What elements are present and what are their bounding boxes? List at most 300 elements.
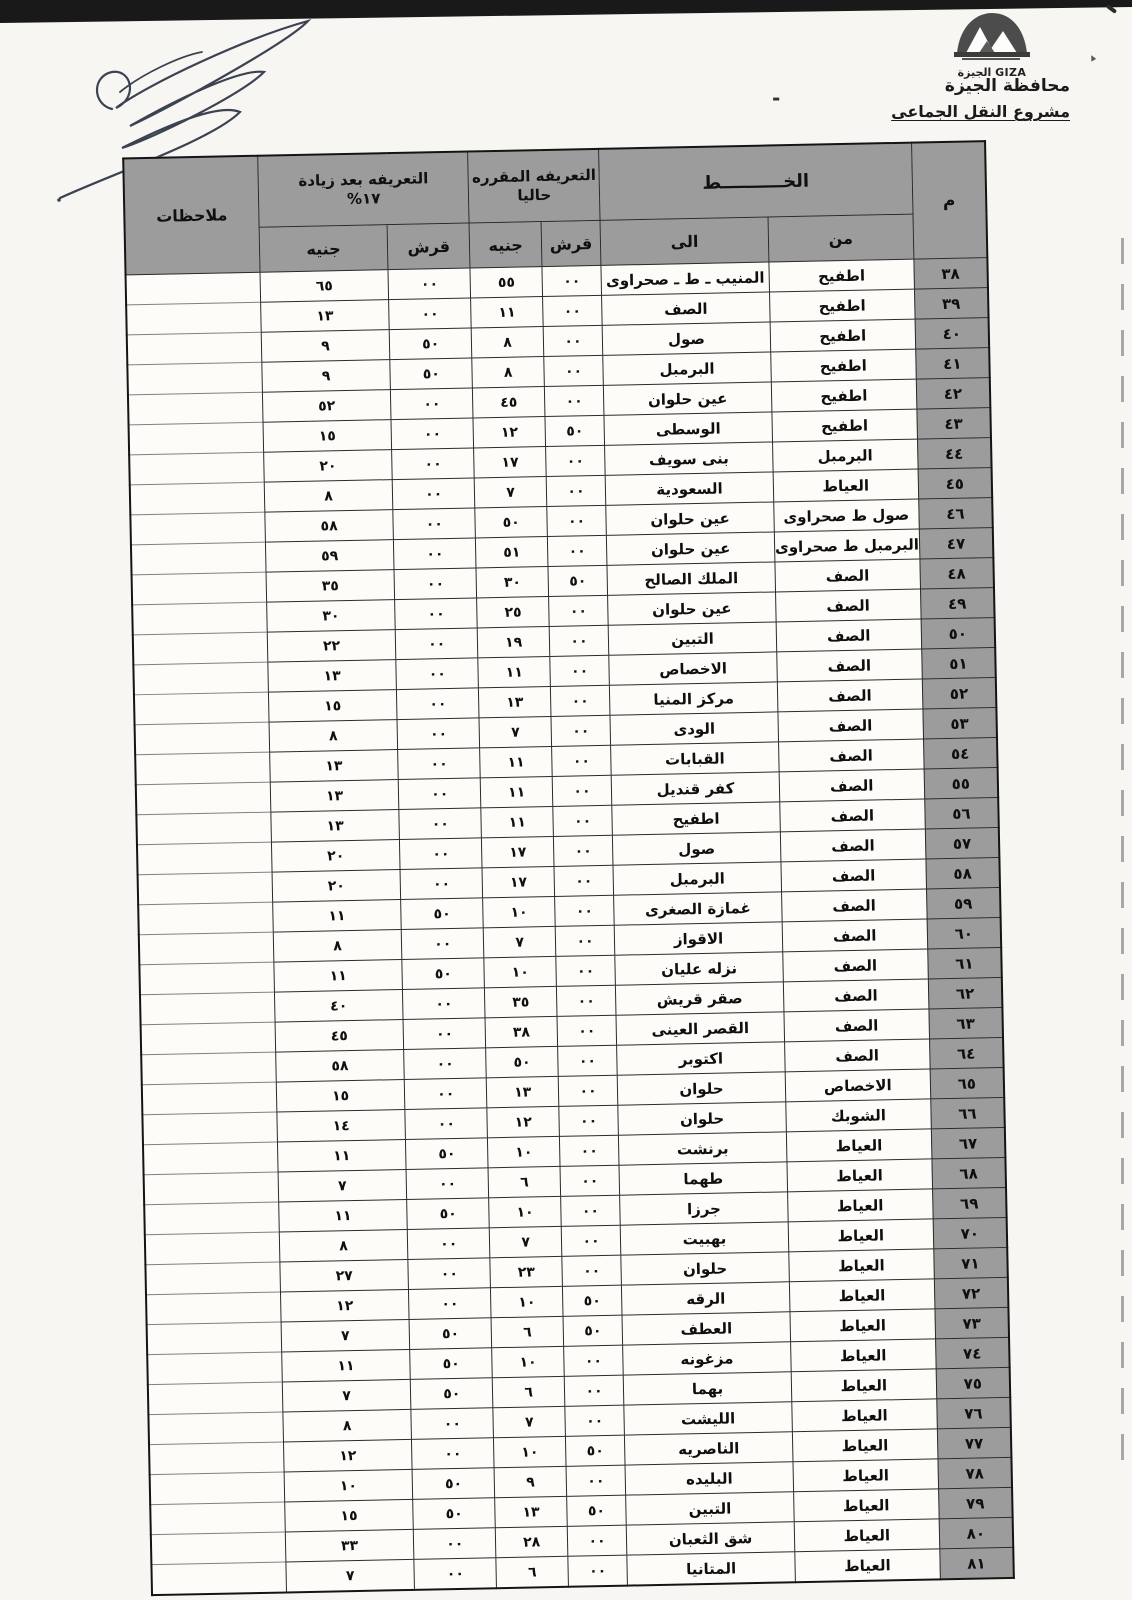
row-new-genih: ٥٢ — [262, 390, 391, 423]
row-current-qirsh: ٠٠ — [560, 1195, 620, 1226]
row-current-genih: ١٢ — [473, 417, 545, 448]
row-current-qirsh: ٠٠ — [554, 865, 614, 896]
row-serial: ٧٨ — [938, 1457, 1012, 1488]
row-current-qirsh: ٠٠ — [558, 1075, 618, 1106]
row-new-qirsh: ٠٠ — [413, 1528, 496, 1560]
row-from: اطفيح — [772, 409, 917, 442]
row-notes — [130, 512, 265, 545]
row-new-qirsh: ٠٠ — [391, 418, 474, 450]
row-new-genih: ٥٩ — [265, 540, 394, 573]
row-new-qirsh: ٠٠ — [402, 988, 485, 1020]
row-new-genih: ٦٥ — [260, 270, 389, 303]
row-current-genih: ٦ — [491, 1316, 563, 1347]
row-new-genih: ١٥ — [276, 1079, 405, 1112]
row-to: السعودية — [605, 472, 773, 505]
row-current-qirsh: ٠٠ — [552, 775, 612, 806]
row-serial: ٣٨ — [914, 258, 988, 289]
row-new-qirsh: ٥٠ — [407, 1198, 490, 1230]
col-header-increased-tariff — [258, 152, 470, 228]
col-header-new-qirsh: قرش — [387, 223, 470, 270]
row-new-qirsh: ٠٠ — [393, 508, 476, 540]
row-to: عين حلوان — [607, 532, 775, 565]
row-to: عين حلوان — [606, 502, 774, 535]
row-to: التبين — [626, 1492, 794, 1525]
row-current-qirsh: ٥٠ — [567, 1495, 627, 1526]
row-new-genih: ٨ — [279, 1229, 408, 1262]
row-new-genih: ٤٥ — [275, 1019, 404, 1052]
row-from: اطفيح — [769, 259, 914, 292]
row-notes — [127, 332, 262, 365]
row-new-genih: ٨ — [264, 480, 393, 513]
row-new-genih: ١٠ — [284, 1469, 413, 1502]
row-from: العياط — [773, 469, 918, 502]
row-notes — [126, 302, 261, 335]
row-current-genih: ٧ — [484, 926, 556, 957]
row-current-qirsh: ٠٠ — [556, 955, 616, 986]
row-new-qirsh: ٠٠ — [408, 1288, 491, 1320]
row-current-genih: ١٧ — [482, 836, 554, 867]
row-notes — [142, 1112, 277, 1145]
row-notes — [143, 1142, 278, 1175]
row-from: الصف — [777, 679, 922, 712]
fare-table — [122, 140, 1015, 1596]
row-to: صول — [613, 832, 781, 865]
row-current-genih: ١٩ — [478, 626, 550, 657]
row-to: بهبيت — [620, 1222, 788, 1255]
row-from: الصف — [784, 1039, 929, 1072]
row-serial: ٦٩ — [932, 1187, 1006, 1218]
row-new-qirsh: ٥٠ — [401, 898, 484, 930]
row-notes — [139, 932, 274, 965]
row-serial: ٦٧ — [931, 1127, 1005, 1158]
row-new-genih: ٢٠ — [264, 450, 393, 483]
row-new-genih: ٨ — [283, 1409, 412, 1442]
row-to: شق الثعبان — [626, 1522, 794, 1555]
row-new-genih: ١٣ — [270, 780, 399, 813]
row-to: نزله عليان — [615, 952, 783, 985]
row-to: حلوان — [618, 1102, 786, 1135]
row-from: الصف — [783, 979, 928, 1012]
row-from: العياط — [789, 1279, 934, 1312]
row-to: صقر قريش — [616, 982, 784, 1015]
row-current-genih: ١٧ — [474, 447, 546, 478]
row-notes — [130, 482, 265, 515]
row-from: الصف — [781, 889, 926, 922]
pyramids-logo-icon — [949, 8, 1035, 62]
row-to: المنيب ـ ط ـ صحراوى — [601, 262, 769, 295]
row-to: البرمبل — [613, 862, 781, 895]
row-current-genih: ٦ — [496, 1556, 568, 1588]
row-from: العياط — [793, 1489, 938, 1522]
row-current-genih: ٣٠ — [476, 567, 548, 598]
row-serial: ٥٢ — [922, 678, 996, 709]
row-to: العطف — [622, 1312, 790, 1345]
row-serial: ٤٠ — [915, 318, 989, 349]
row-current-genih: ٧ — [493, 1406, 565, 1437]
row-notes — [138, 872, 273, 905]
fare-table-container — [122, 140, 1021, 1596]
row-serial: ٤٧ — [919, 528, 993, 559]
row-notes — [146, 1292, 281, 1325]
row-serial: ٣٩ — [914, 288, 988, 319]
row-notes — [148, 1412, 283, 1445]
row-current-qirsh: ٠٠ — [548, 595, 608, 626]
row-new-qirsh: ٠٠ — [394, 568, 477, 600]
row-serial: ٦٣ — [929, 1007, 1003, 1038]
row-to: القصر العينى — [616, 1012, 784, 1045]
row-current-qirsh: ٠٠ — [568, 1555, 628, 1587]
row-from: العياط — [789, 1249, 934, 1282]
row-serial: ٦٢ — [928, 977, 1002, 1008]
row-from: اطفيح — [771, 379, 916, 412]
row-current-qirsh: ٠٠ — [542, 295, 602, 326]
row-to: الاقواز — [614, 922, 782, 955]
row-new-genih: ١٣ — [261, 300, 390, 333]
row-serial: ٦١ — [927, 947, 1001, 978]
row-to: الملك الصالح — [607, 562, 775, 595]
row-new-qirsh: ٠٠ — [403, 1018, 486, 1050]
row-serial: ٨٠ — [939, 1517, 1013, 1548]
row-new-genih: ١٥ — [285, 1499, 414, 1532]
row-new-qirsh: ٠٠ — [393, 538, 476, 570]
row-current-genih: ٢٥ — [477, 596, 549, 627]
row-notes — [136, 782, 271, 815]
row-from: الصف — [784, 1009, 929, 1042]
row-current-genih: ١٠ — [492, 1346, 564, 1377]
row-current-qirsh: ٠٠ — [542, 265, 602, 296]
row-serial: ٦٤ — [929, 1037, 1003, 1068]
row-new-qirsh: ٠٠ — [414, 1558, 497, 1590]
row-from: الصف — [780, 799, 925, 832]
row-current-qirsh: ٠٠ — [557, 1045, 617, 1076]
row-serial: ٧٦ — [937, 1397, 1011, 1428]
row-current-genih: ٥١ — [476, 537, 548, 568]
row-current-qirsh: ٠٠ — [560, 1165, 620, 1196]
row-notes — [147, 1322, 282, 1355]
row-current-genih: ١٠ — [491, 1286, 563, 1317]
row-to: القبابات — [611, 742, 779, 775]
row-notes — [135, 752, 270, 785]
governorate-name: محافظة الجيزة — [944, 76, 1070, 96]
row-new-qirsh: ٠٠ — [398, 748, 481, 780]
row-new-genih: ١٢ — [280, 1289, 409, 1322]
row-current-genih: ١٠ — [494, 1436, 566, 1467]
row-notes — [145, 1262, 280, 1295]
row-from: الصف — [781, 859, 926, 892]
row-new-qirsh: ٠٠ — [395, 628, 478, 660]
row-new-genih: ١١ — [277, 1139, 406, 1172]
row-new-qirsh: ٠٠ — [404, 1078, 487, 1110]
row-serial: ٧٢ — [934, 1277, 1008, 1308]
row-notes — [148, 1382, 283, 1415]
row-new-genih: ٣٥ — [266, 570, 395, 603]
row-to: البليده — [625, 1462, 793, 1495]
row-new-genih: ١٣ — [268, 660, 397, 693]
row-serial: ٤٢ — [916, 378, 990, 409]
row-current-genih: ٥٠ — [475, 507, 547, 538]
row-new-genih: ٧ — [278, 1169, 407, 1202]
row-current-qirsh: ٠٠ — [561, 1225, 621, 1256]
row-current-qirsh: ٠٠ — [566, 1465, 626, 1496]
row-current-genih: ٨ — [472, 327, 544, 358]
row-current-genih: ٣٥ — [485, 986, 557, 1017]
row-new-qirsh: ٠٠ — [405, 1108, 488, 1140]
row-new-genih: ٨ — [273, 930, 402, 963]
row-to: الاخصاص — [609, 652, 777, 685]
row-serial: ٥٣ — [923, 708, 997, 739]
row-serial: ٧٤ — [935, 1337, 1009, 1368]
row-notes — [145, 1232, 280, 1265]
row-new-qirsh: ٥٠ — [409, 1318, 492, 1350]
row-new-genih: ٩ — [261, 330, 390, 363]
row-notes — [150, 1472, 285, 1505]
row-current-qirsh: ٥٠ — [545, 415, 605, 446]
row-notes — [126, 272, 261, 305]
row-current-qirsh: ٠٠ — [551, 745, 611, 776]
row-new-qirsh: ٠٠ — [412, 1438, 495, 1470]
row-serial: ٧٧ — [937, 1427, 1011, 1458]
row-new-qirsh: ٥٠ — [405, 1138, 488, 1170]
row-notes — [128, 392, 263, 425]
row-serial: ٦٦ — [930, 1097, 1004, 1128]
row-notes — [132, 602, 267, 635]
row-current-qirsh: ٠٠ — [557, 1015, 617, 1046]
row-current-genih: ٧ — [490, 1226, 562, 1257]
row-serial: ٧١ — [934, 1247, 1008, 1278]
row-new-qirsh: ٠٠ — [395, 598, 478, 630]
row-current-qirsh: ٠٠ — [553, 835, 613, 866]
row-new-qirsh: ٠٠ — [407, 1228, 490, 1260]
row-current-qirsh: ٠٠ — [547, 535, 607, 566]
col-header-notes: ملاحظات — [123, 156, 260, 275]
row-current-qirsh: ٠٠ — [545, 445, 605, 476]
row-serial: ٨١ — [940, 1547, 1014, 1579]
increased-tariff-line1: التعريفه بعد زيادة — [298, 169, 429, 190]
row-current-genih: ١١ — [481, 806, 553, 837]
row-current-qirsh: ٠٠ — [559, 1105, 619, 1136]
row-serial: ٦٨ — [932, 1157, 1006, 1188]
row-current-qirsh: ٠٠ — [563, 1345, 623, 1376]
row-serial: ٤٥ — [918, 468, 992, 499]
row-current-genih: ٩ — [494, 1466, 566, 1497]
row-from: العياط — [787, 1189, 932, 1222]
row-notes — [144, 1202, 279, 1235]
row-current-genih: ٧ — [479, 716, 551, 747]
giza-governorate-logo — [942, 8, 1042, 79]
row-current-qirsh: ٠٠ — [553, 805, 613, 836]
row-to: التبين — [608, 622, 776, 655]
row-new-qirsh: ٠٠ — [399, 838, 482, 870]
row-from: الصف — [776, 619, 921, 652]
scan-right-edge — [1121, 238, 1124, 1478]
row-notes — [144, 1172, 279, 1205]
row-new-genih: ٨ — [269, 720, 398, 753]
row-new-qirsh: ٠٠ — [397, 718, 480, 750]
row-from: البرمبل ط صحراوى — [774, 529, 919, 562]
row-new-genih: ٣٣ — [285, 1529, 414, 1562]
row-from: الصف — [778, 709, 923, 742]
row-new-genih: ٧ — [286, 1559, 415, 1592]
row-current-qirsh: ٠٠ — [550, 685, 610, 716]
row-from: الصف — [779, 769, 924, 802]
row-new-qirsh: ٠٠ — [400, 868, 483, 900]
row-new-genih: ١٣ — [270, 750, 399, 783]
row-current-genih: ١٠ — [488, 1136, 560, 1167]
row-from: العياط — [790, 1309, 935, 1342]
col-header-current-tariff: التعريفه المقرره حاليا — [468, 149, 600, 223]
row-current-qirsh: ٠٠ — [547, 505, 607, 536]
row-new-genih: ٢٢ — [267, 630, 396, 663]
row-new-qirsh: ٠٠ — [401, 928, 484, 960]
row-new-qirsh: ٥٠ — [410, 1378, 493, 1410]
row-serial: ٥٧ — [925, 828, 999, 859]
increased-tariff-line2: %١٧ — [346, 189, 381, 208]
row-new-qirsh: ٠٠ — [408, 1258, 491, 1290]
row-current-qirsh: ٠٠ — [544, 355, 604, 386]
row-from: اطفيح — [769, 289, 914, 322]
row-new-genih: ١١ — [273, 900, 402, 933]
row-from: العياط — [788, 1219, 933, 1252]
row-to: الناصريه — [625, 1432, 793, 1465]
row-new-genih: ١٥ — [268, 690, 397, 723]
col-header-to: الى — [600, 217, 769, 265]
row-new-genih: ٧ — [281, 1319, 410, 1352]
row-new-qirsh: ٥٠ — [413, 1498, 496, 1530]
row-to: مركز المنيا — [610, 682, 778, 715]
row-new-qirsh: ٥٠ — [402, 958, 485, 990]
row-from: الصف — [775, 559, 920, 592]
row-new-qirsh: ٠٠ — [392, 448, 475, 480]
page-dash: - — [772, 86, 781, 110]
row-from: الصف — [780, 829, 925, 862]
row-new-qirsh: ٠٠ — [396, 688, 479, 720]
row-to: الصف — [602, 292, 770, 325]
row-new-genih: ٥٨ — [276, 1049, 405, 1082]
row-new-genih: ٢٠ — [271, 840, 400, 873]
row-serial: ٤٤ — [917, 438, 991, 469]
row-current-genih: ١١ — [480, 746, 552, 777]
row-new-qirsh: ٠٠ — [398, 778, 481, 810]
col-header-serial: م — [911, 141, 987, 259]
row-from: الصف — [775, 589, 920, 622]
row-notes — [151, 1562, 286, 1595]
row-to: المتانيا — [627, 1552, 795, 1586]
row-current-genih: ١١ — [481, 776, 553, 807]
col-header-new-genih: جنيه — [259, 225, 388, 273]
row-notes — [150, 1502, 285, 1535]
row-notes — [142, 1082, 277, 1115]
fare-table-body — [126, 258, 1014, 1596]
row-to: اطفيح — [612, 802, 780, 835]
row-current-qirsh: ٠٠ — [550, 655, 610, 686]
row-to: حلوان — [621, 1252, 789, 1285]
row-new-qirsh: ٠٠ — [388, 268, 471, 300]
row-notes — [134, 692, 269, 725]
col-header-from: من — [768, 214, 914, 262]
row-new-genih: ٢٠ — [272, 870, 401, 903]
row-current-qirsh: ٥٠ — [562, 1285, 622, 1316]
row-current-qirsh: ٥٠ — [563, 1315, 623, 1346]
row-serial: ٥٤ — [923, 738, 997, 769]
row-serial: ٧٩ — [938, 1487, 1012, 1518]
row-from: العياط — [794, 1519, 939, 1552]
row-from: العياط — [787, 1159, 932, 1192]
row-to: الليشت — [624, 1402, 792, 1435]
row-current-genih: ١٣ — [495, 1496, 567, 1527]
row-serial: ٤٦ — [918, 498, 992, 529]
row-new-qirsh: ٠٠ — [392, 478, 475, 510]
row-current-genih: ٧ — [475, 477, 547, 508]
row-current-genih: ١١ — [471, 297, 543, 328]
row-to: بهما — [623, 1372, 791, 1405]
row-current-genih: ١٣ — [487, 1076, 559, 1107]
row-serial: ٤٩ — [920, 588, 994, 619]
row-notes — [129, 422, 264, 455]
col-header-line: الخــــــــــط — [599, 143, 913, 221]
row-to: الوسطى — [604, 412, 772, 445]
row-current-genih: ١٣ — [479, 686, 551, 717]
row-new-genih: ١١ — [282, 1349, 411, 1382]
row-new-qirsh: ٥٠ — [410, 1348, 493, 1380]
fare-table-header — [123, 141, 987, 275]
row-serial: ٥٥ — [924, 768, 998, 799]
row-notes — [133, 662, 268, 695]
row-current-qirsh: ٠٠ — [567, 1525, 627, 1556]
row-notes — [127, 362, 262, 395]
row-from: الاخصاص — [785, 1069, 930, 1102]
row-new-genih: ١١ — [274, 960, 403, 993]
row-notes — [141, 1022, 276, 1055]
row-serial: ٦٥ — [930, 1067, 1004, 1098]
row-to: الودى — [610, 712, 778, 745]
row-notes — [136, 812, 271, 845]
row-current-qirsh: ٠٠ — [555, 925, 615, 956]
row-notes — [135, 722, 270, 755]
row-new-qirsh: ٠٠ — [411, 1408, 494, 1440]
row-notes — [131, 542, 266, 575]
row-serial: ٦٠ — [927, 917, 1001, 948]
row-serial: ٥٨ — [926, 857, 1000, 888]
row-from: العياط — [792, 1399, 937, 1432]
row-current-genih: ٥٥ — [470, 267, 542, 298]
row-current-qirsh: ٠٠ — [564, 1375, 624, 1406]
row-serial: ٧٣ — [935, 1307, 1009, 1338]
row-new-qirsh: ٥٠ — [390, 358, 473, 390]
row-to: كفر قنديل — [611, 772, 779, 805]
row-current-qirsh: ٥٠ — [548, 565, 608, 596]
row-current-genih: ٣٨ — [485, 1016, 557, 1047]
row-to: عين حلوان — [604, 382, 772, 415]
row-serial: ٧٥ — [936, 1367, 1010, 1398]
row-current-qirsh: ٠٠ — [551, 715, 611, 746]
row-new-genih: ١١ — [279, 1199, 408, 1232]
row-notes — [139, 962, 274, 995]
row-current-genih: ١٧ — [482, 866, 554, 897]
row-from: العياط — [791, 1369, 936, 1402]
row-notes — [138, 902, 273, 935]
row-from: العياط — [795, 1549, 940, 1582]
row-current-genih: ١٢ — [487, 1106, 559, 1137]
row-notes — [151, 1532, 286, 1565]
row-new-qirsh: ٠٠ — [406, 1168, 489, 1200]
col-header-current-genih: جنيه — [469, 222, 541, 268]
row-to: صول — [602, 322, 770, 355]
row-new-qirsh: ٥٠ — [389, 328, 472, 360]
row-current-qirsh: ٠٠ — [544, 385, 604, 416]
row-from: العياط — [793, 1459, 938, 1492]
row-serial: ٤١ — [915, 348, 989, 379]
row-new-genih: ١٥ — [263, 420, 392, 453]
